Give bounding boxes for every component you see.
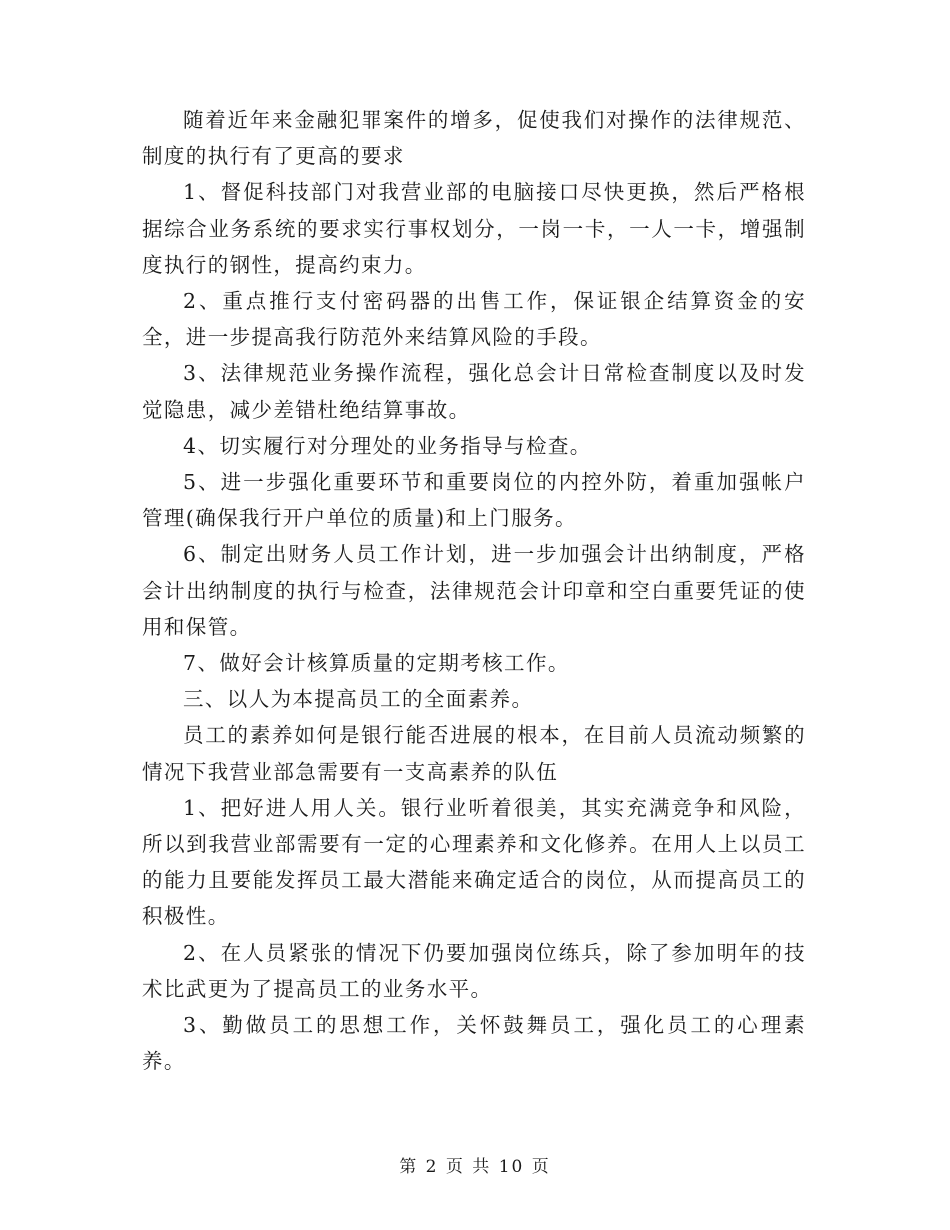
paragraph: 7、做好会计核算质量的定期考核工作。 <box>183 651 570 676</box>
paragraph: 员工的素养如何是银行能否进展的根本，在目前人员流动频繁的情况下我营业部急需要有一支高素养的队伍 <box>142 723 806 784</box>
paragraph: 1、督促科技部门对我营业部的电脑接口尽快更换，然后严格根据综合业务系统的要求实行事权划分，一岗一卡，一人一卡，增强制度执行的钢性，提高约束力。 <box>142 180 806 277</box>
paragraph: 3、勤做员工的思想工作，关怀鼓舞员工，强化员工的心理素养。 <box>142 1013 806 1074</box>
paragraph: 2、在人员紧张的情况下仍要加强岗位练兵，除了参加明年的技术比武更为了提高员工的业务水平。 <box>142 940 806 1001</box>
paragraph: 随着近年来金融犯罪案件的增多，促使我们对操作的法律规范、制度的执行有了更高的要求 <box>142 108 806 169</box>
section-heading: 三、以人为本提高员工的全面素养。 <box>183 687 534 712</box>
page-number-footer: 第 2 页 共 10 页 <box>399 1157 551 1177</box>
paragraph: 6、制定出财务人员工作计划，进一步加强会计出纳制度，严格会计出纳制度的执行与检查，法律规范会计印章和空白重要凭证的使用和保管。 <box>142 542 806 639</box>
paragraph: 3、法律规范业务操作流程，强化总会计日常检查制度以及时发觉隐患，减少差错杜绝结算事故。 <box>142 361 806 422</box>
paragraph: 4、切实履行对分理处的业务指导与检查。 <box>183 433 592 458</box>
paragraph: 2、重点推行支付密码器的出售工作，保证银企结算资金的安全，进一步提高我行防范外来结算风险的手段。 <box>142 289 806 350</box>
document-body <box>142 102 806 1079</box>
paragraph: 5、进一步强化重要环节和重要岗位的内控外防，着重加强帐户管理(确保我行开户单位的质量)和上门服务。 <box>142 470 806 531</box>
paragraph: 1、把好进人用人关。银行业听着很美，其实充满竞争和风险，所以到我营业部需要有一定的心理素养和文化修养。在用人上以员工的能力且要能发挥员工最大潜能来确定适合的岗位，从而提高员工的积极性。 <box>142 795 806 929</box>
